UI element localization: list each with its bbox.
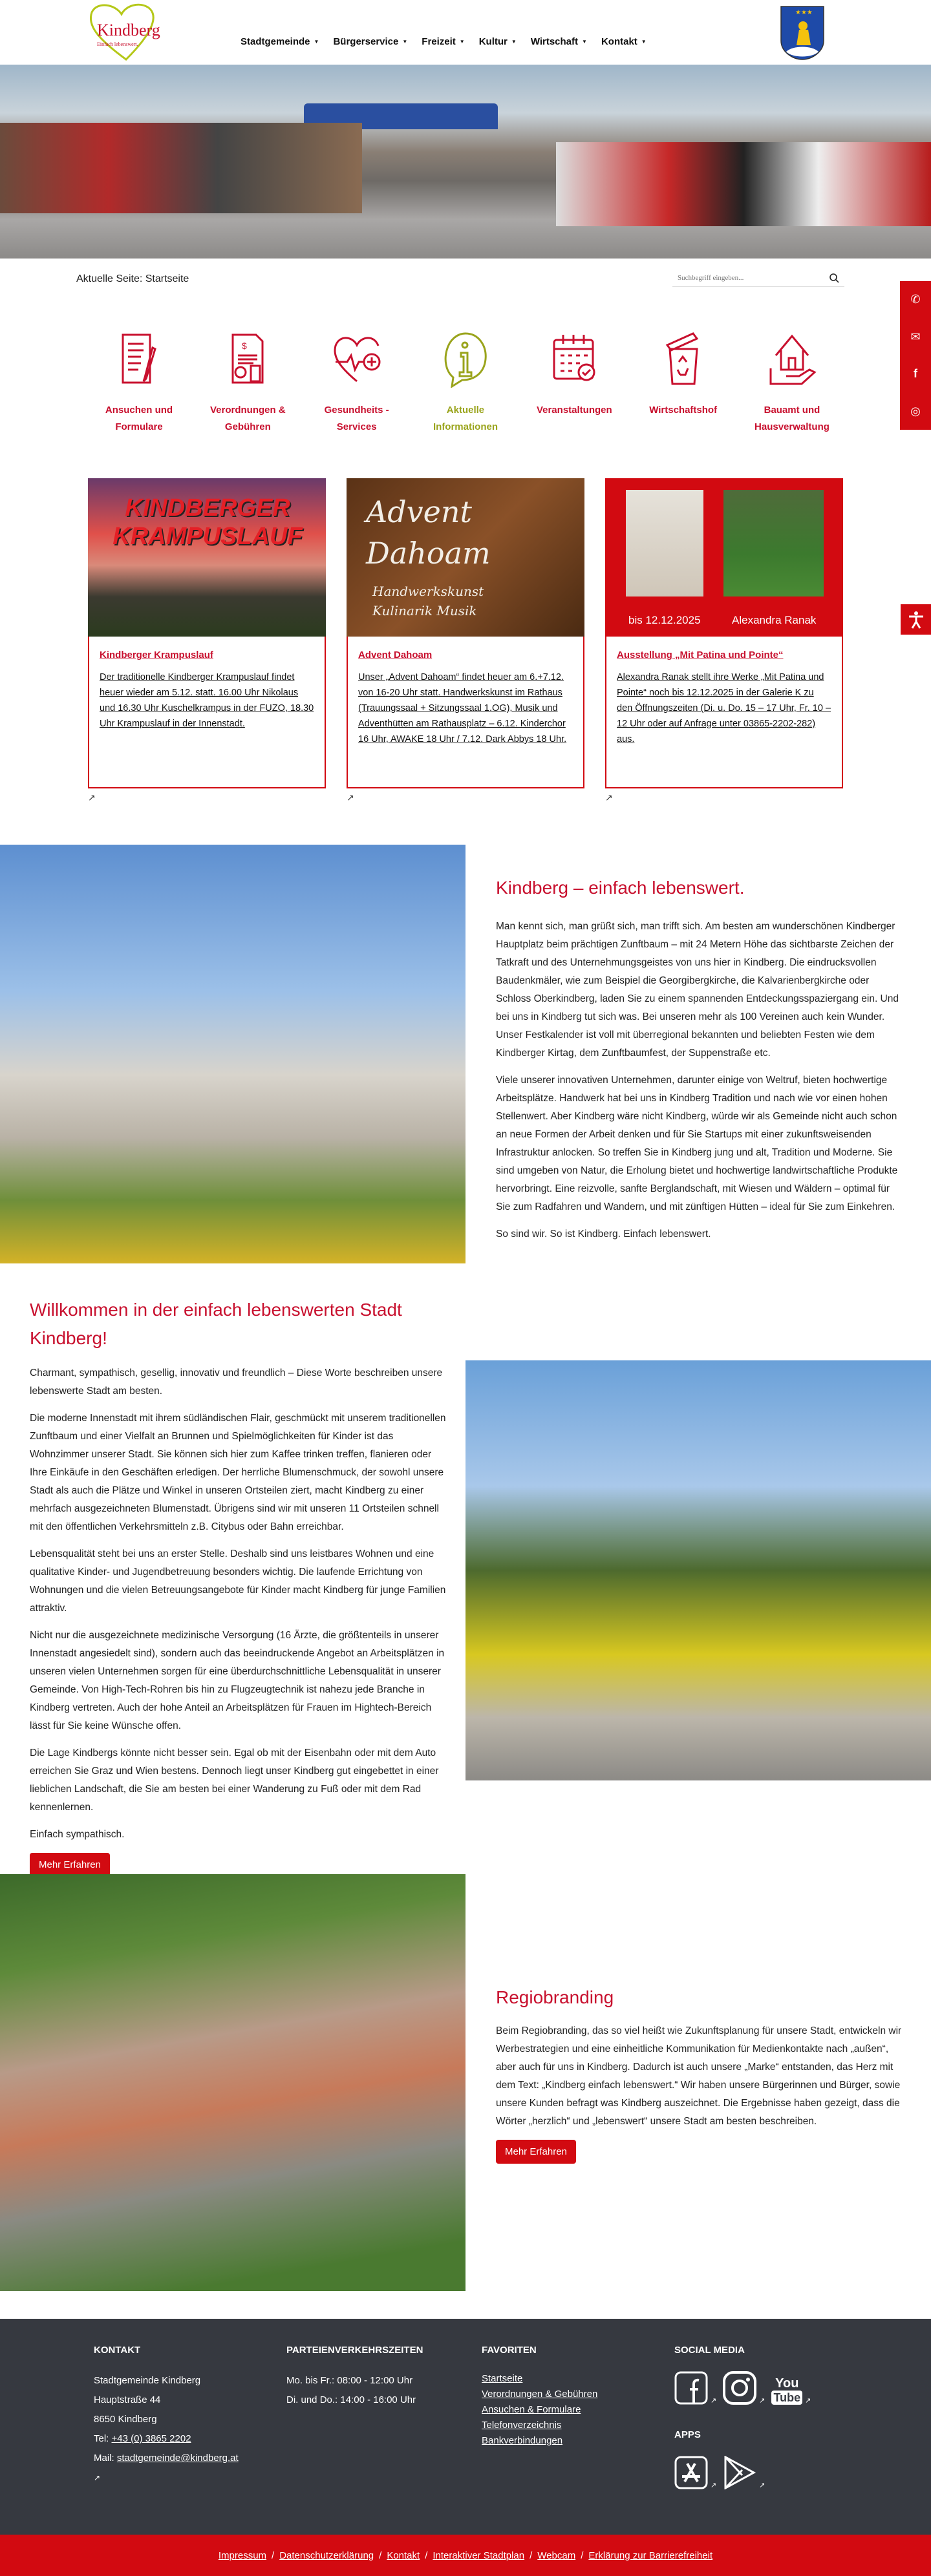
app-store-icon[interactable] bbox=[674, 2456, 708, 2489]
section-kindberg-lebenswert bbox=[496, 878, 903, 1252]
email-link[interactable]: stadtgemeinde@kindberg.at bbox=[116, 2453, 239, 2464]
external-link-icon[interactable]: ↗ bbox=[347, 792, 354, 803]
favorite-link[interactable]: Verordnungen & Gebühren bbox=[482, 2389, 598, 2400]
tile-label: Veranstaltungen bbox=[536, 405, 612, 416]
logo-tagline: Einfach lebenswert. bbox=[97, 41, 138, 47]
card-image bbox=[88, 478, 326, 637]
stadtplan-link[interactable]: Interaktiver Stadtplan bbox=[433, 2550, 525, 2561]
external-link-icon[interactable]: ↗ bbox=[94, 2473, 101, 2482]
hero-image bbox=[0, 65, 931, 259]
fee-document-icon bbox=[219, 330, 277, 388]
svg-text:$: $ bbox=[242, 341, 248, 351]
house-hand-icon bbox=[763, 330, 821, 388]
footer-contact bbox=[94, 2345, 239, 2487]
external-link-icon[interactable]: ↗ bbox=[759, 2482, 765, 2489]
search-box bbox=[672, 269, 844, 287]
youtube-icon[interactable] bbox=[771, 2376, 802, 2405]
news-card-advent[interactable] bbox=[347, 478, 584, 788]
external-link-icon[interactable]: ↗ bbox=[711, 2397, 717, 2405]
caret-down-icon: ▼ bbox=[459, 39, 465, 45]
mail-label: Mail: bbox=[94, 2453, 114, 2464]
tile-veranstaltungen[interactable] bbox=[526, 330, 623, 436]
paragraph: So sind wir. So ist Kindberg. Einfach lebenswert. bbox=[496, 1229, 711, 1240]
phone-icon[interactable]: ✆ bbox=[910, 293, 921, 306]
site-header bbox=[0, 0, 931, 65]
card-text[interactable]: Unser „Advent Dahoam“ findet heuer am 6.+7.12. von 16-20 Uhr statt. Handwerkskunst im Rathaus (Trauungssaal + Sitzungssaal 1.OG), Musik und Adventhütten am Rathausplatz – 6.12. Kinderchor 16 Uhr, AWAKE 18 Uhr / 7.12. Dark Abbys 18 Uhr. bbox=[358, 672, 567, 744]
card-title[interactable]: Kindberger Krampuslauf bbox=[100, 649, 213, 660]
instagram-icon[interactable]: ◎ bbox=[910, 404, 921, 417]
paragraph: Lebensqualität steht bei uns an erster Stelle. Deshalb sind uns leistbares Wohnen und eine qualitative Kinder- und Jugendbetreuung besonders wichtig. Die laufende Errichtung von Wohnungen und die vielen Betreuungsangebote für Kinder macht Kindberg für junge Familien attraktiv. bbox=[30, 1548, 446, 1614]
google-play-icon[interactable] bbox=[723, 2456, 756, 2489]
footer bbox=[0, 2319, 931, 2535]
card-image-text: Advent Dahoam bbox=[366, 494, 491, 571]
footer-heading: APPS bbox=[674, 2429, 701, 2440]
external-link-icon[interactable]: ↗ bbox=[605, 792, 613, 803]
hours-line: Mo. bis Fr.: 08:00 - 12:00 Uhr bbox=[286, 2375, 413, 2386]
tel-label: Tel: bbox=[94, 2433, 109, 2444]
card-text[interactable]: Der traditionelle Kindberger Krampuslauf findet heuer wieder am 5.12. statt. 16.00 Uhr Nikolaus und 16.30 Uhr Kuschelkrampus in der FUZO, 18.30 Uhr Krampuslauf in der Innenstadt. bbox=[100, 672, 314, 729]
facebook-icon[interactable]: f bbox=[914, 367, 917, 381]
separator: / bbox=[379, 2550, 382, 2561]
section-willkommen bbox=[30, 1296, 450, 1877]
footer-heading: KONTAKT bbox=[94, 2345, 141, 2356]
barrierefreiheit-link[interactable]: Erklärung zur Barrierefreiheit bbox=[588, 2550, 713, 2561]
section-title: Kindberg – einfach lebenswert. bbox=[496, 878, 745, 898]
nav-stadtgemeinde[interactable] bbox=[241, 36, 319, 47]
nav-label: Bürgerservice bbox=[333, 36, 399, 47]
mail-icon[interactable]: ✉ bbox=[910, 330, 921, 343]
contact-name: Stadtgemeinde Kindberg bbox=[94, 2375, 201, 2386]
separator: / bbox=[581, 2550, 584, 2561]
tile-label: Bauamt und Hausverwaltung bbox=[754, 405, 829, 432]
image-caption-artist: Alexandra Ranak bbox=[732, 614, 817, 626]
youtube-you: You bbox=[775, 2376, 799, 2391]
news-card-ausstellung[interactable] bbox=[605, 478, 843, 788]
tile-gesundheit[interactable] bbox=[308, 330, 405, 436]
card-image-text: KINDBERGER KRAMPUSLAUF bbox=[112, 494, 303, 550]
nav-freizeit[interactable] bbox=[422, 36, 464, 47]
separator: / bbox=[425, 2550, 428, 2561]
aerial-town-photo bbox=[0, 1874, 466, 2291]
separator: / bbox=[272, 2550, 275, 2561]
card-image-subtext: Handwerkskunst Kulinarik Musik bbox=[372, 584, 484, 618]
card-title[interactable]: Ausstellung „Mit Patina und Pointe“ bbox=[617, 649, 784, 660]
caret-down-icon: ▼ bbox=[511, 39, 517, 45]
svg-text:★★★: ★★★ bbox=[795, 9, 813, 16]
paragraph: Beim Regiobranding, das so viel heißt wie Zukunftsplanung für unsere Stadt, entwickeln wir Werbestrategien und eine einheitliche Kommunikation für Medienkontakte nach „außen“, aber auch für uns in Kindberg. Dadurch ist auch unsere „Marke“ entstanden, das Herz mit dem Text: „Kindberg einfach lebenswert.“ Wir haben unsere Bürgerinnen und Bürger, sowie unsere Kunden befragt was Kindberg auszeichnet. Die Ergebnisse haben gezeigt, dass die Wörter „herzlich“ und „lebenswert“ unsere Stadt am besten beschreiben. bbox=[496, 2025, 902, 2127]
card-image bbox=[347, 478, 584, 637]
image-caption-date: bis 12.12.2025 bbox=[628, 614, 701, 626]
footer-heading: SOCIAL MEDIA bbox=[674, 2345, 745, 2356]
caret-down-icon: ▼ bbox=[402, 39, 408, 45]
coat-of-arms-icon bbox=[780, 5, 825, 61]
nav-label: Kontakt bbox=[601, 36, 637, 47]
kontakt-link[interactable]: Kontakt bbox=[387, 2550, 420, 2561]
tile-label: Verordnungen & Gebühren bbox=[209, 405, 286, 432]
breadcrumb: Aktuelle Seite: Startseite bbox=[76, 273, 189, 284]
contact-city: 8650 Kindberg bbox=[94, 2414, 157, 2425]
news-card-krampuslauf[interactable] bbox=[88, 478, 326, 788]
town-square-photo bbox=[0, 845, 466, 1263]
tile-label: Aktuelle Informationen bbox=[433, 405, 498, 432]
card-image bbox=[605, 478, 843, 637]
nav-label: Kultur bbox=[478, 36, 508, 47]
external-link-icon[interactable]: ↗ bbox=[88, 792, 96, 803]
form-icon bbox=[110, 330, 168, 388]
artist-photo bbox=[723, 490, 824, 596]
section-title: Regiobranding bbox=[496, 1987, 614, 2007]
info-icon bbox=[436, 330, 495, 388]
tile-label: Wirtschaftshof bbox=[649, 405, 718, 416]
kindberg-logo[interactable] bbox=[84, 3, 175, 62]
calendar-icon bbox=[545, 330, 603, 388]
nav-label: Stadtgemeinde bbox=[241, 36, 310, 47]
paragraph: Einfach sympathisch. bbox=[30, 1829, 125, 1840]
external-link-icon[interactable]: ↗ bbox=[711, 2482, 717, 2489]
separator: / bbox=[530, 2550, 533, 2561]
card-title[interactable]: Advent Dahoam bbox=[358, 649, 433, 660]
caret-down-icon: ▼ bbox=[641, 39, 647, 45]
caret-down-icon: ▼ bbox=[582, 39, 587, 45]
paragraph: Die Lage Kindbergs könnte nicht besser sein. Egal ob mit der Eisenbahn oder mit dem Auto erreichen Sie Graz und Wien bestens. Dennoch liegt unser Kindberg gut eingebettet in einer lieblichen Landschaft, die Sie am besten bei einer Wanderung zu Fuß oder mit dem Rad kennenlernen. bbox=[30, 1747, 439, 1813]
hero-band bbox=[556, 142, 931, 226]
section-title: Willkommen in der einfach lebenswerten Stadt Kindberg! bbox=[30, 1300, 402, 1348]
search-icon[interactable] bbox=[829, 273, 839, 283]
nav-kultur[interactable] bbox=[479, 36, 517, 47]
footer-heading: PARTEIENVERKEHRSZEITEN bbox=[286, 2345, 423, 2356]
service-tiles bbox=[91, 330, 840, 436]
footer-hours bbox=[286, 2345, 423, 2410]
nav-label: Freizeit bbox=[422, 36, 456, 47]
paragraph: Viele unserer innovativen Unternehmen, darunter einige von Weltruf, bieten hochwertige Arbeitsplätze. Handwerk hat bei uns in Kindberg Tradition und nach wie vor einen hohen Stellenwert. Aber Kindberg wäre nicht Kindberg, würde wir als Gemeinde nicht auch schon an neue Formen der Arbeit denken und für Sie Startups mit einer zukunftsweisenden Infrastruktur anlocken. So treffen Sie in Kindberg jung und alt, Tradition und Moderne. Sie sind umgeben von Natur, die Erholung bietet und hochwertige landwirtschaftliche Produkte hervorbringt. Eine reizvolle, sanfte Berglandschaft, mit Wiesen und Wäldern – optimal für Sie zum Radfahren und Wandern, und mit zünftigen Hütten – ideal für Sie zum Einkehren. bbox=[496, 1075, 898, 1212]
mehr-erfahren-button[interactable]: Mehr Erfahren bbox=[496, 2140, 576, 2164]
phone-link[interactable]: +43 (0) 3865 2202 bbox=[111, 2433, 191, 2444]
hours-line: Di. und Do.: 14:00 - 16:00 Uhr bbox=[286, 2394, 416, 2405]
external-link-icon[interactable]: ↗ bbox=[805, 2397, 811, 2405]
footer-favorites bbox=[482, 2345, 597, 2449]
quick-contact-bar bbox=[900, 281, 931, 430]
contact-street: Hauptstraße 44 bbox=[94, 2394, 161, 2405]
facebook-icon[interactable] bbox=[674, 2371, 708, 2405]
tile-aktuelle-informationen[interactable] bbox=[417, 330, 514, 436]
accessibility-button[interactable] bbox=[901, 604, 931, 635]
youtube-tube: Tube bbox=[771, 2391, 802, 2405]
favorite-link[interactable]: Startseite bbox=[482, 2373, 523, 2384]
tile-label: Ansuchen und Formulare bbox=[105, 405, 173, 432]
accessibility-icon bbox=[908, 611, 925, 629]
tile-verordnungen[interactable] bbox=[199, 330, 296, 436]
legal-links-bar bbox=[0, 2535, 931, 2576]
nav-wirtschaft[interactable] bbox=[531, 36, 587, 47]
nav-label: Wirtschaft bbox=[530, 36, 579, 47]
tile-label: Gesundheits - Services bbox=[324, 405, 389, 432]
favorite-link[interactable]: Telefonverzeichnis bbox=[482, 2420, 562, 2431]
sculpture-photo bbox=[626, 490, 703, 596]
tile-ansuchen[interactable] bbox=[91, 330, 187, 436]
paragraph: Nicht nur die ausgezeichnete medizinische Versorgung (16 Ärzte, die größtenteils in unserer Innenstadt angesiedelt sind), sondern auch das beeindruckende Angebot an Arbeitsplätzen in unseren vielen Unternehmen sorgen für eine überdurchschnittliche Lebensqualität in unserer Gemeinde. Von High-Tech-Rohren bis hin zu Flugzeugtechnik ist nahezu jede Branche in Kindberg vertreten. Auch der hohe Anteil an Arbeitsplätzen für Frauen im Hightech-Bereich lässt für Sie keine Wünsche offen. bbox=[30, 1630, 445, 1731]
external-link-icon[interactable]: ↗ bbox=[759, 2397, 765, 2405]
section-regiobranding bbox=[496, 1987, 903, 2164]
nav-kontakt[interactable] bbox=[601, 36, 647, 47]
favorite-link[interactable]: Bankverbindungen bbox=[482, 2435, 563, 2446]
heart-health-icon bbox=[328, 330, 386, 388]
footer-heading: FAVORITEN bbox=[482, 2345, 537, 2356]
main-nav bbox=[241, 36, 647, 47]
search-input[interactable] bbox=[678, 274, 807, 282]
hero-crowd bbox=[0, 123, 362, 213]
favorite-link[interactable]: Ansuchen & Formulare bbox=[482, 2404, 581, 2415]
caret-down-icon: ▼ bbox=[314, 39, 319, 45]
instagram-icon[interactable] bbox=[723, 2371, 756, 2405]
webcam-link[interactable]: Webcam bbox=[537, 2550, 576, 2561]
tile-wirtschaftshof[interactable] bbox=[635, 330, 732, 436]
mayor-photo bbox=[466, 1360, 931, 1780]
logo-text: Kindberg bbox=[97, 21, 160, 39]
tile-bauamt[interactable] bbox=[744, 330, 840, 436]
nav-buergerservice[interactable] bbox=[333, 36, 407, 47]
paragraph: Charmant, sympathisch, gesellig, innovativ und freundlich – Diese Worte beschreiben unsere lebenswerte Stadt am besten. bbox=[30, 1367, 443, 1397]
paragraph: Die moderne Innenstadt mit ihrem südländischen Flair, geschmückt mit unserem traditionellen Zunftbaum und einer Vielfalt an Brunnen und Spielmöglichkeiten für Kinder ist das Wohnzimmer unserer Stadt. Sie können sich hier zum Kaffee trinken treffen, flanieren oder Ihre Einkäufe in den Geschäften erledigen. Der herrliche Blumenschmuck, der sowohl unsere Stadt als auch die Plätze und Winkel in unseren Ortsteilen ziert, macht Kindberg zu einer mehrfach ausgezeichneten Blumenstadt. Übrigens sind wir mit unseren 11 Ortsteilen schnell mit den öffentlichen Verkehrsmitteln z.B. Citybus oder Bahn erreichbar. bbox=[30, 1413, 446, 1532]
mehr-erfahren-button[interactable]: Mehr Erfahren bbox=[30, 1853, 110, 1877]
footer-social bbox=[674, 2345, 815, 2514]
recycle-bin-icon bbox=[654, 330, 712, 388]
paragraph: Man kennt sich, man grüßt sich, man trifft sich. Am besten am wunderschönen Kindberger Hauptplatz beim prächtigen Zunftbaum – mit 24 Metern Höhe das sichtbarste Zeichen der Tatkraft und des Unternehmungsgeistes von uns hier in Kindberg. Die eindrucksvollen Baudenkmäler, wie zum Beispiel die Georgibergkirche, die Kalvarienbergkirche oder Schloss Oberkindberg, laden Sie zu einem spannenden Entdeckungsspaziergang ein. Und bei uns in Kindberg tut sich was. Bei unseren mehr als 100 Vereinen auch kein Wunder. Unser Festkalender ist voll mit überregional bekannten und beliebten Festen wie dem Kindberger Kirtag, dem Zunftbaumfest, der Suppenstraße etc. bbox=[496, 921, 899, 1059]
card-text[interactable]: Alexandra Ranak stellt ihre Werke „Mit Patina und Pointe“ noch bis 12.12.2025 in der Galerie K zu den Öffnungszeiten (Di. u. Do. 15 – 17 Uhr, Fr. 10 – 12 Uhr oder auf Anfrage unter 03865-2202-282) aus. bbox=[617, 672, 831, 744]
impressum-link[interactable]: Impressum bbox=[218, 2550, 267, 2561]
datenschutz-link[interactable]: Datenschutzerklärung bbox=[279, 2550, 374, 2561]
